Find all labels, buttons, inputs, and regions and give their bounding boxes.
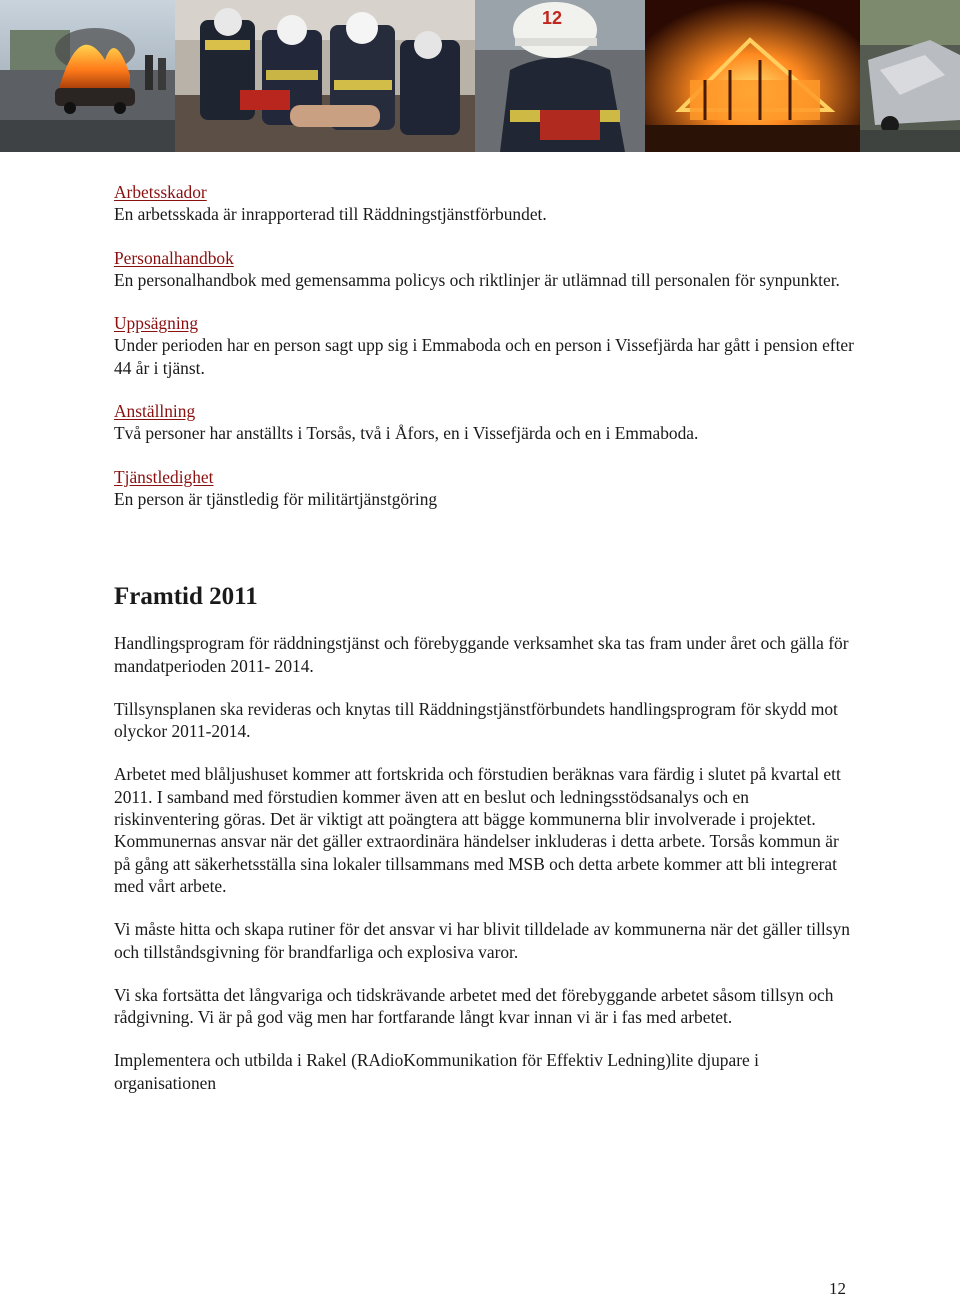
section-personalhandbok xyxy=(114,247,854,292)
section-anstallning xyxy=(114,400,854,445)
future-title: Framtid 2011 xyxy=(114,583,258,611)
section-text: Under perioden har en person sagt upp sig i Emmaboda och en person i Vissefjärda har gått i pension efter 44 år i tjänst. xyxy=(114,335,854,378)
section-arbetsskador xyxy=(114,181,854,226)
banner-collage xyxy=(0,0,960,152)
header-photo-banner xyxy=(0,0,960,152)
future-paragraph: Arbetet med blåljushuset kommer att fortskrida och förstudien beräknas vara färdig i slutet på kvartal ett 2011. I samband med förstudien kommer även att en beslut och ledningsstödsanalys och en riskinventering göras. Det är viktigt att poängtera att bägge kommunerna blir involverade i projektet. Kommunernas ansvar när det gäller extraordinära händelser inkluderas i detta arbete. Torsås kommun är på gång att säkerhetsställa sina lokaler tillsammans med MSB och detta arbete kommer att bli integrerat med vårt arbete. xyxy=(114,764,841,896)
car-crash-photo xyxy=(860,0,960,152)
future-paragraph: Tillsynsplanen ska revideras och knytas till Räddningstjänstförbundets handlingsprogram för skydd mot olyckor 2011-2014. xyxy=(114,698,838,742)
future-paragraph: Vi måste hitta och skapa rutiner för det ansvar vi har blivit tilldelade av kommunerna när det gäller tillsyn och tillståndsgivning för brandfarliga och explosiva varor. xyxy=(114,919,850,962)
firefighter-photo xyxy=(475,0,645,152)
section-uppsagning xyxy=(114,312,854,379)
section-heading: Anställning xyxy=(114,401,196,422)
house-fire-photo xyxy=(645,0,860,152)
section-tjanstledighet xyxy=(114,466,854,511)
section-heading: Personalhandbok xyxy=(114,247,234,268)
section-heading: Tjänstledighet xyxy=(114,466,214,487)
future-paragraph: Vi ska fortsätta det långvariga och tidskrävande arbetet med det förebyggande arbetet såsom tillsyn och rådgivning. Vi är på god väg men har fortfarande långt kvar innan vi är i fas med arbetet. xyxy=(114,984,834,1028)
helmet-number: 12 xyxy=(542,8,563,28)
section-text: Två personer har anställts i Torsås, två i Åfors, en i Vissefjärda och en i Emmaboda. xyxy=(114,423,699,444)
page-number: 12 xyxy=(829,1279,846,1298)
future-paragraph: Implementera och utbilda i Rakel (RAdioKommunikation för Effektiv Ledning)lite djupare i organisationen xyxy=(114,1050,759,1093)
future-paragraph: Handlingsprogram för räddningstjänst och förebyggande verksamhet ska tas fram under året och gälla för mandatperioden 2011- 2014. xyxy=(114,633,849,676)
car-fire-photo xyxy=(0,0,175,152)
page-body xyxy=(114,181,854,1115)
section-heading: Arbetsskador xyxy=(114,182,207,202)
rescue-scene-photo xyxy=(175,0,475,152)
section-text: En arbetsskada är inrapporterad till Räddningstjänstförbundet. xyxy=(114,204,547,225)
section-heading: Uppsägning xyxy=(114,313,199,334)
section-text: En personalhandbok med gemensamma policys och riktlinjer är utlämnad till personalen för synpunkter. xyxy=(114,269,840,290)
section-text: En person är tjänstledig för militärtjänstgöring xyxy=(114,488,438,509)
